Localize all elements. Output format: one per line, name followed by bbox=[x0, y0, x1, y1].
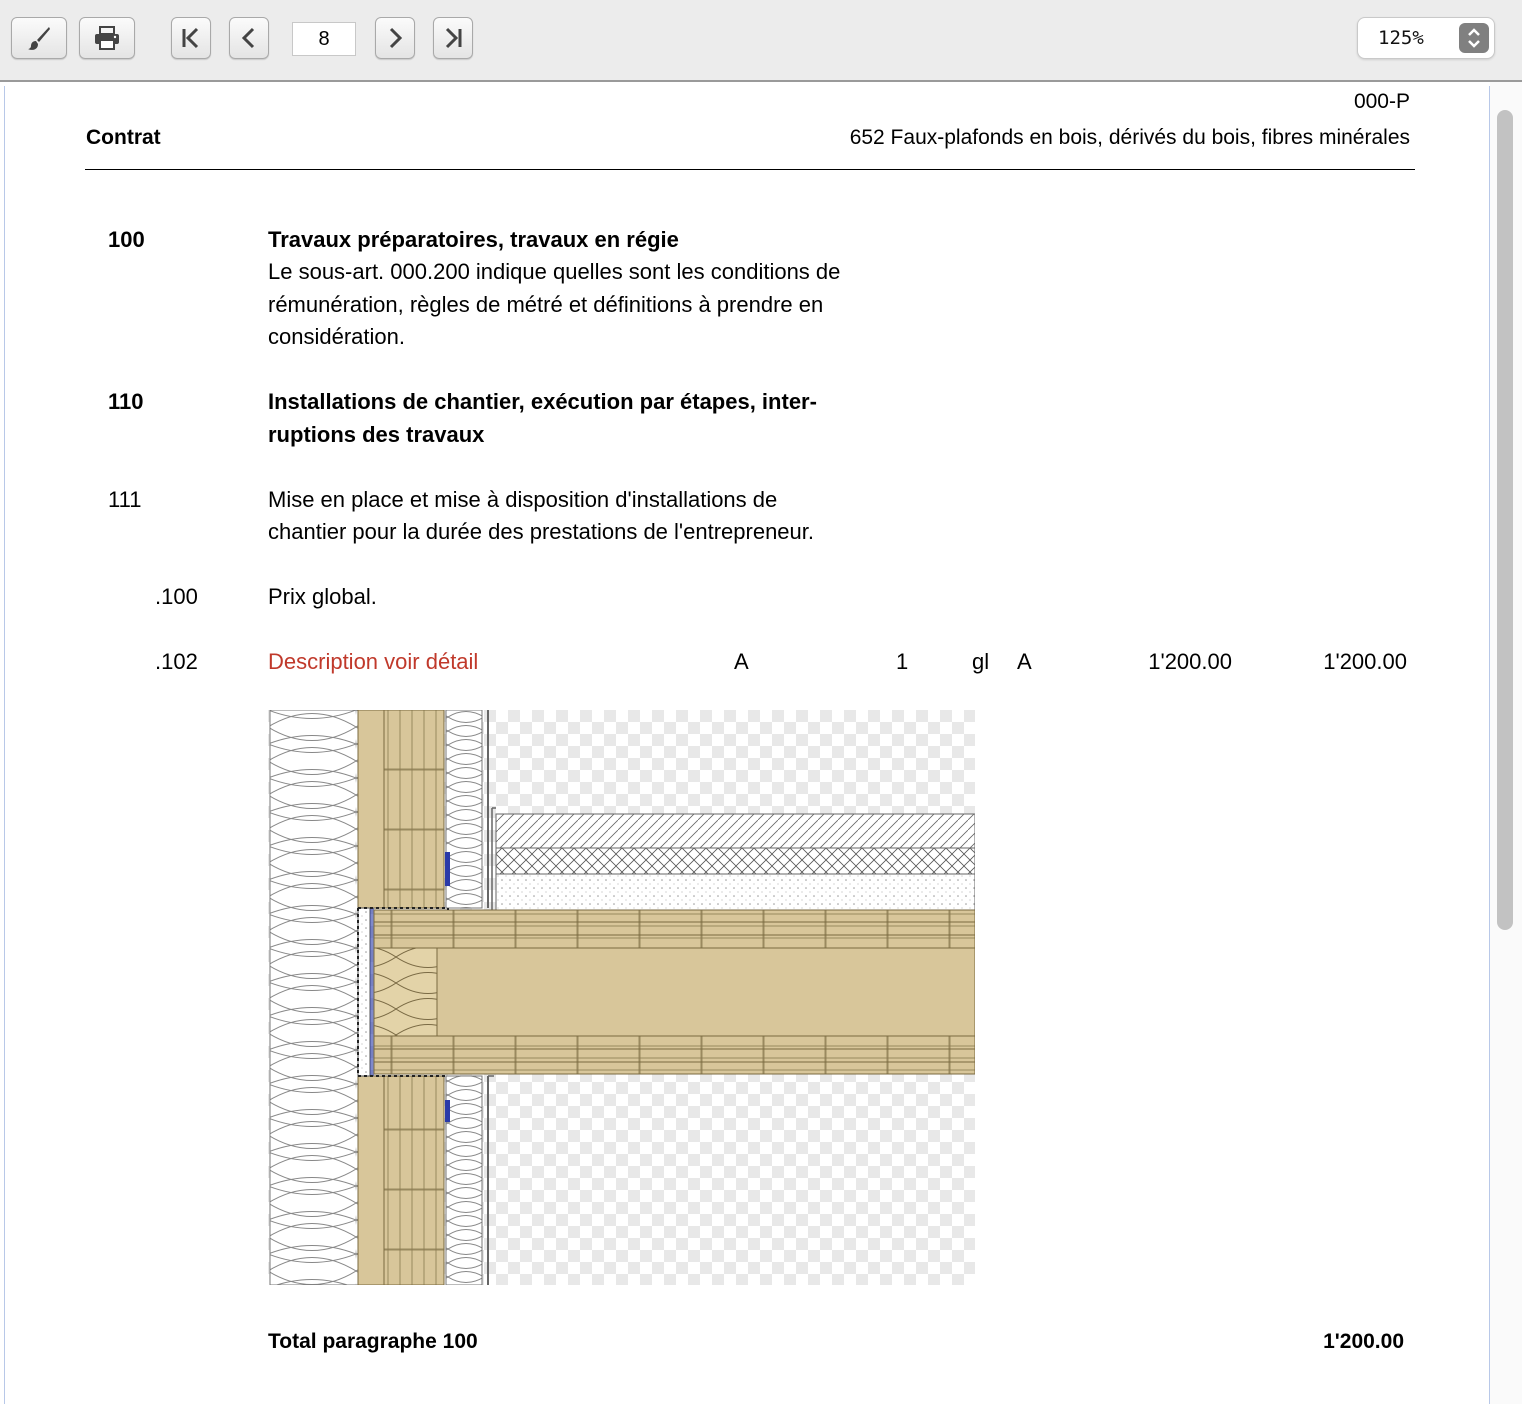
header-divider bbox=[85, 169, 1415, 170]
last-page-icon bbox=[441, 26, 465, 50]
first-page-icon bbox=[179, 26, 203, 50]
format-button[interactable] bbox=[11, 17, 67, 59]
page-number-input[interactable]: 8 bbox=[292, 22, 356, 56]
subsection-number: .100 bbox=[155, 584, 198, 609]
first-page-button[interactable] bbox=[171, 17, 211, 59]
subsection-text: Prix global. bbox=[268, 584, 377, 609]
section-text-line: considération. bbox=[268, 324, 405, 349]
zoom-value: 125% bbox=[1378, 27, 1424, 49]
next-page-icon bbox=[383, 26, 407, 50]
section-text-line: rémunération, règles de métré et définitions à prendre en bbox=[268, 292, 824, 317]
position-quantity: 1 bbox=[896, 649, 909, 674]
section-title-110-cont: ruptions des travaux bbox=[268, 422, 485, 447]
position-description-link[interactable]: Description voir détail bbox=[268, 649, 479, 674]
position-unit-price: 1'200.00 bbox=[1148, 649, 1232, 674]
scrollbar-thumb[interactable] bbox=[1497, 110, 1513, 930]
position-code-1: A bbox=[734, 649, 749, 674]
total-label: Total paragraphe 100 bbox=[268, 1330, 478, 1353]
section-text-line: chantier pour la durée des prestations de l'entrepreneur. bbox=[268, 519, 814, 544]
position-number: .102 bbox=[155, 649, 198, 674]
print-button[interactable] bbox=[79, 17, 135, 59]
position-unit: gl bbox=[972, 649, 990, 674]
header-contract-label: Contrat bbox=[86, 126, 161, 149]
section-text-line: Mise en place et mise à disposition d'installations de bbox=[268, 487, 778, 512]
section-title-100: Travaux préparatoires, travaux en régie bbox=[268, 227, 679, 252]
section-title-110: Installations de chantier, exécution par étapes, inter- bbox=[268, 389, 817, 414]
page-border-left bbox=[4, 86, 5, 1404]
paintbrush-icon bbox=[25, 24, 53, 52]
toolbar bbox=[0, 0, 1522, 82]
document-code: 000-P bbox=[1353, 90, 1410, 113]
zoom-select[interactable] bbox=[1357, 17, 1495, 59]
next-page-button[interactable] bbox=[375, 17, 415, 59]
total-value: 1'200.00 bbox=[1323, 1330, 1404, 1353]
construction-detail-drawing bbox=[268, 710, 975, 1285]
previous-page-button[interactable] bbox=[229, 17, 269, 59]
printer-icon bbox=[93, 25, 121, 51]
prev-page-icon bbox=[237, 26, 261, 50]
stepper-icon[interactable] bbox=[1459, 23, 1489, 53]
section-number-100: 100 bbox=[108, 227, 145, 252]
position-total: 1'200.00 bbox=[1323, 649, 1407, 674]
section-text-line: Le sous-art. 000.200 indique quelles sont les conditions de bbox=[268, 259, 841, 284]
header-chapter-title: 652 Faux-plafonds en bois, dérivés du bois, fibres minérales bbox=[849, 126, 1410, 149]
last-page-button[interactable] bbox=[433, 17, 473, 59]
section-number-110: 110 bbox=[108, 389, 144, 414]
position-code-2: A bbox=[1017, 649, 1032, 674]
section-number-111: 111 bbox=[108, 487, 142, 512]
